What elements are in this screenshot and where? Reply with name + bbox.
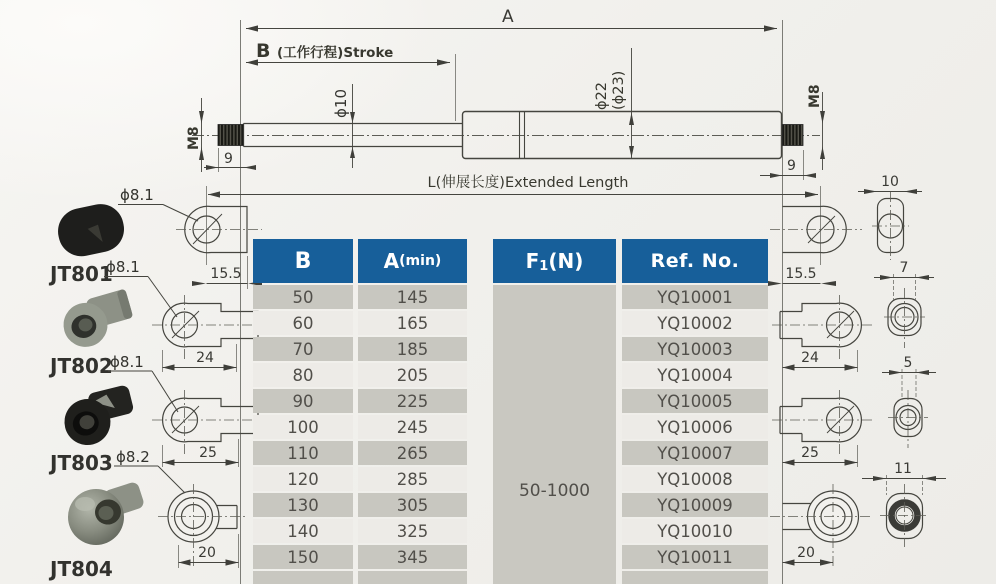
dim-b-label: B — [256, 40, 271, 62]
cell-a-min: 345 — [358, 545, 467, 569]
dimension-a — [246, 7, 777, 29]
jt804-diameter-label: ϕ8.2 — [116, 448, 150, 466]
cell-a-min: 205 — [358, 363, 467, 387]
header-a-label: A — [383, 249, 400, 273]
cell-b: 50 — [253, 285, 353, 309]
cell-b: 110 — [253, 441, 353, 465]
cell-a-min: 165 — [358, 311, 467, 335]
cell-ref-no: YQ10003 — [622, 337, 768, 361]
cylinder-body — [463, 112, 782, 159]
jt802-diameter-label: ϕ8.1 — [106, 258, 140, 276]
force-range-value: 50-1000 — [518, 481, 591, 501]
dim-a-label: A — [502, 7, 514, 27]
cell-b: 70 — [253, 337, 353, 361]
cell-b: 150 — [253, 545, 353, 569]
fitting-jt802-photo — [58, 289, 138, 353]
jt802-name-label: JT802 — [50, 354, 113, 378]
cylinder-diameter-label-2: (ϕ23) — [611, 70, 627, 110]
rod-diameter-label: ϕ10 — [332, 89, 350, 118]
cell-ref-no: YQ10002 — [622, 311, 768, 335]
header-f-label: F — [525, 249, 540, 273]
fitting-right4-end-view — [880, 484, 929, 547]
cell-ref-no: YQ10008 — [622, 467, 768, 491]
thread-left-label: M8 — [186, 126, 202, 150]
table-header-row — [253, 239, 770, 283]
cell-b: 120 — [253, 467, 353, 491]
jt803-name-label: JT803 — [50, 451, 113, 475]
cell-b: 130 — [253, 493, 353, 517]
cylinder-diameter-label-1: ϕ22 — [594, 81, 610, 110]
jt804-name-label: JT804 — [50, 557, 113, 581]
cell-a-min: 265 — [358, 441, 467, 465]
fitting-right1-drawing — [770, 206, 862, 252]
cell-a-min: 225 — [358, 389, 467, 413]
spec-table — [253, 239, 770, 584]
cell-ref-no: YQ10005 — [622, 389, 768, 413]
gas-spring-side-view — [192, 112, 820, 159]
jt804-width-label: 20 — [198, 545, 216, 561]
jt801-diameter-label: ϕ8.1 — [120, 186, 154, 204]
cell-b: 60 — [253, 311, 353, 335]
right1-end-dim-label: 10 — [881, 174, 899, 190]
fitting-right1-end-dim — [858, 174, 922, 194]
thread-left — [218, 125, 243, 146]
jt803-diameter-label: ϕ8.1 — [110, 353, 144, 371]
right2-width-label: 24 — [801, 350, 819, 366]
cell-b: 80 — [253, 363, 353, 387]
fitting-jt801-photo — [54, 200, 129, 261]
fitting-jt801-diameter — [118, 186, 198, 221]
cell-ref-no: YQ10001 — [622, 285, 768, 309]
dim-b-stroke-label: (工作行程)Stroke — [277, 45, 394, 61]
thread-length-right-label: 9 — [787, 158, 796, 174]
header-ref-label: Ref. No. — [650, 250, 740, 272]
fitting-right4-drawing — [770, 484, 872, 568]
dimension-rod-diameter — [332, 84, 355, 168]
cell-b: 90 — [253, 389, 353, 413]
right3-end-dim-label: 5 — [903, 355, 913, 371]
fitting-jt804-photo — [68, 481, 145, 545]
jt801-width-label: 15.5 — [210, 266, 242, 282]
cell-ref-no: YQ10006 — [622, 415, 768, 439]
fitting-jt801-width-dim — [192, 256, 262, 289]
cell-b: 100 — [253, 415, 353, 439]
cell-a-min: 245 — [358, 415, 467, 439]
header-b-label: B — [294, 248, 312, 274]
cell-a-min: 285 — [358, 467, 467, 491]
header-col-ref-no — [622, 239, 768, 283]
dimension-cylinder-diameter — [594, 48, 634, 158]
right4-end-dim-label: 11 — [894, 461, 912, 477]
fitting-right3-end-dim — [882, 355, 936, 400]
header-f-unit-label: (N) — [548, 249, 584, 273]
dimension-b-stroke — [246, 40, 456, 121]
fitting-jt802-width-dim — [163, 344, 237, 372]
fitting-right1-end-view — [872, 192, 909, 260]
fitting-right4-width-dim — [783, 545, 834, 563]
fitting-jt803-width-dim — [163, 439, 239, 467]
jt803-width-label: 25 — [199, 445, 217, 461]
fitting-right3-drawing — [772, 390, 872, 455]
fitting-right2-end-dim — [874, 260, 934, 300]
thread-right-label: M8 — [807, 84, 823, 108]
jt802-width-label: 24 — [196, 350, 214, 366]
cell-ref-no: YQ10010 — [622, 519, 768, 543]
right2-end-dim-label: 7 — [899, 260, 909, 276]
cell-ref-no: YQ10004 — [622, 363, 768, 387]
header-col-f1n — [493, 239, 616, 283]
fitting-right3-end-view — [888, 390, 928, 448]
thread-length-left-label: 9 — [224, 151, 233, 167]
right3-width-label: 25 — [801, 445, 819, 461]
cell-ref-no: YQ10011 — [622, 545, 768, 569]
thread-right — [783, 125, 804, 146]
extended-length-label: L(伸展长度)Extended Length — [427, 175, 629, 191]
cell-a-min: 325 — [358, 519, 467, 543]
cell-a-min: 145 — [358, 285, 467, 309]
fitting-right4-end-dim — [862, 461, 946, 495]
fitting-right3-width-dim — [783, 445, 858, 467]
cell-a-min: 305 — [358, 493, 467, 517]
force-range-cell — [493, 285, 616, 584]
fitting-right2-end-view — [884, 288, 925, 348]
right4-width-label: 20 — [797, 545, 815, 561]
header-col-b — [253, 239, 353, 283]
header-col-a-min — [358, 239, 467, 283]
cell-b: 140 — [253, 519, 353, 543]
header-f-sub-label: 1 — [539, 259, 549, 274]
jt801-name-label: JT801 — [50, 262, 113, 286]
fitting-right2-width-dim — [783, 350, 858, 372]
fitting-right1-width-dim — [768, 266, 836, 286]
fitting-right2-drawing — [772, 295, 872, 360]
header-a-min-label: (min) — [399, 253, 442, 269]
cell-a-min: 185 — [358, 337, 467, 361]
fitting-jt801-drawing — [176, 206, 262, 252]
cell-ref-no: YQ10007 — [622, 441, 768, 465]
cell-ref-no: YQ10009 — [622, 493, 768, 517]
fitting-jt803-photo — [59, 384, 140, 450]
right1-width-label: 15.5 — [785, 266, 817, 282]
